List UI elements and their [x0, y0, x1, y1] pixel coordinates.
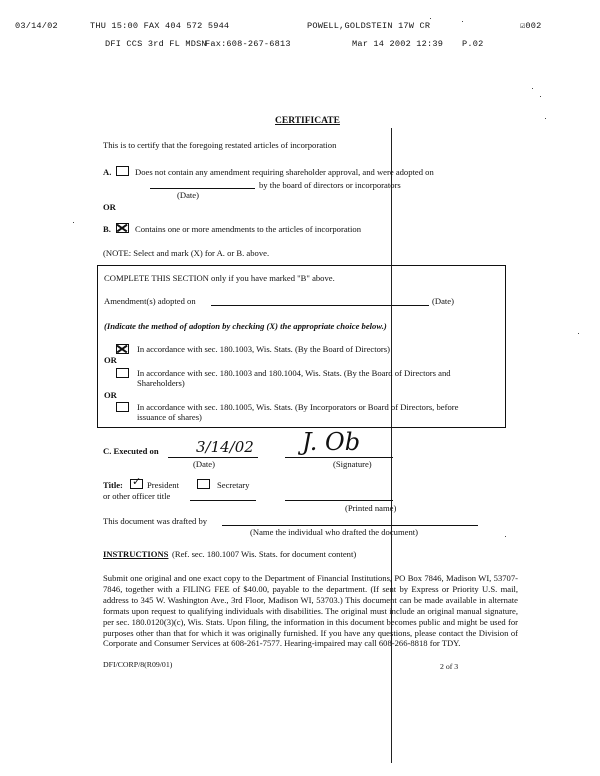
option-b-letter: B.: [103, 224, 111, 234]
signature: J. Ob: [302, 428, 361, 456]
scan-speck: [462, 21, 463, 22]
scan-speck: [73, 222, 74, 223]
instructions-heading: INSTRUCTIONS: [103, 549, 169, 559]
choice1-checkbox[interactable]: [116, 344, 129, 354]
instructions-ref: (Ref. sec. 180.1007 Wis. Stats. for document content): [172, 549, 357, 559]
fax-header-sender: POWELL,GOLDSTEIN 17W CR: [307, 21, 431, 31]
method-instruction: (Indicate the method of adoption by checking (X) the appropriate choice below.): [104, 321, 387, 331]
fax-header-date: 03/14/02: [15, 21, 58, 31]
amendment-label: Amendment(s) adopted on: [104, 296, 196, 306]
choice3-text: In accordance with sec. 180.1005, Wis. Stats. (By Incorporators or Board of Directors, before: [137, 402, 459, 412]
scan-speck: [505, 536, 506, 537]
executed-date-handwritten: 3/14/02: [196, 438, 254, 456]
executed-date-label: (Date): [193, 459, 215, 469]
president-checkbox[interactable]: [130, 479, 143, 489]
president-label: President: [147, 480, 179, 490]
drafted-by-line[interactable]: [222, 525, 478, 526]
secretary-checkbox[interactable]: [197, 479, 210, 489]
fax-page-mark: ☑002: [520, 21, 542, 31]
scan-speck: [532, 88, 533, 89]
intro-text: This is to certify that the foregoing restated articles of incorporation: [103, 140, 337, 150]
scan-speck: [540, 96, 541, 97]
option-a-date-line[interactable]: [150, 188, 255, 189]
choice3-checkbox[interactable]: [116, 402, 129, 412]
title-label: Title:: [103, 480, 123, 490]
scan-speck: [545, 118, 546, 119]
note-text: (NOTE: Select and mark (X) for A. or B. above.: [103, 248, 270, 258]
drafted-by-caption: (Name the individual who drafted the document): [250, 527, 419, 537]
amendment-date-line[interactable]: [211, 305, 429, 306]
or-separator-1: OR: [104, 355, 117, 365]
option-a-letter: A.: [103, 167, 112, 177]
option-a-text: Does not contain any amendment requiring shareholder approval, and were adopted on: [135, 167, 434, 177]
printed-name-line[interactable]: [285, 500, 393, 501]
choice1-text: In accordance with sec. 180.1003, Wis. Stats. (By the Board of Directors): [137, 344, 390, 354]
other-officer-line[interactable]: [190, 500, 256, 501]
amendment-date-label: (Date): [432, 296, 454, 306]
drafted-by-label: This document was drafted by: [103, 516, 208, 526]
scan-speck: [578, 333, 579, 334]
option-a-text2: by the board of directors or incorporators: [259, 180, 401, 190]
secretary-label: Secretary: [217, 480, 250, 490]
fax-header-number: Fax:608-267-6813: [205, 39, 291, 49]
other-officer-label: or other officer title: [103, 491, 171, 501]
fax-header-time: THU 15:00 FAX 404 572 5944: [90, 21, 230, 31]
option-a-date-label: (Date): [177, 190, 199, 200]
form-id: DFI/CORP/8(R09/01): [103, 660, 173, 669]
section-b-heading: COMPLETE THIS SECTION only if you have marked "B" above.: [104, 273, 335, 283]
printed-name-label: (Printed name): [345, 503, 397, 513]
choice2-text: In accordance with sec. 180.1003 and 180.1004, Wis. Stats. (By the Board of Directors and: [137, 368, 451, 378]
choice3-text-cont: issuance of shares): [137, 412, 202, 422]
option-b-checkbox[interactable]: [116, 223, 129, 233]
or-separator-2: OR: [104, 390, 117, 400]
page-title: CERTIFICATE: [275, 116, 340, 126]
choice2-checkbox[interactable]: [116, 368, 129, 378]
signature-line[interactable]: [285, 457, 393, 458]
scan-speck: [430, 18, 431, 19]
fax-header-dept: DFI CCS 3rd FL MDSN: [105, 39, 207, 49]
executed-label: C. Executed on: [103, 446, 159, 456]
choice2-text-cont: Shareholders): [137, 378, 185, 388]
or-separator: OR: [103, 202, 116, 212]
fax-header-page: P.02: [462, 39, 484, 49]
page-number: 2 of 3: [440, 662, 459, 671]
signature-label: (Signature): [333, 459, 372, 469]
executed-date-line[interactable]: [168, 457, 258, 458]
instructions-body: Submit one original and one exact copy to the Department of Financial Institutions, PO Box 7846, Madison WI, 53707-7846, together with a FILING FEE of $40.00, payable to the department. (If sent by Express or Priority U.S. mail, address to 345 W. Washington Ave., 3rd Floor, Madison WI, 53703.) This document can be made available in alternate formats upon request to qualifying individuals with disabilities. The original must include an original manual signature, per sec. 180.0120(3)(c), Wis. Stats. Upon filing, the information in this document becomes public and might be used for purposes other than that for which it was originally furnished. If you have any questions, please contact the Division of Corporate and Consumer Services at 608-261-7577. Hearing-impaired may call 608-266-8818 for TDY.: [103, 573, 518, 649]
option-a-checkbox[interactable]: [116, 166, 129, 176]
option-b-text: Contains one or more amendments to the articles of incorporation: [135, 224, 362, 234]
fax-crease-line: [391, 128, 392, 763]
fax-header-received-date: Mar 14 2002 12:39: [352, 39, 444, 49]
